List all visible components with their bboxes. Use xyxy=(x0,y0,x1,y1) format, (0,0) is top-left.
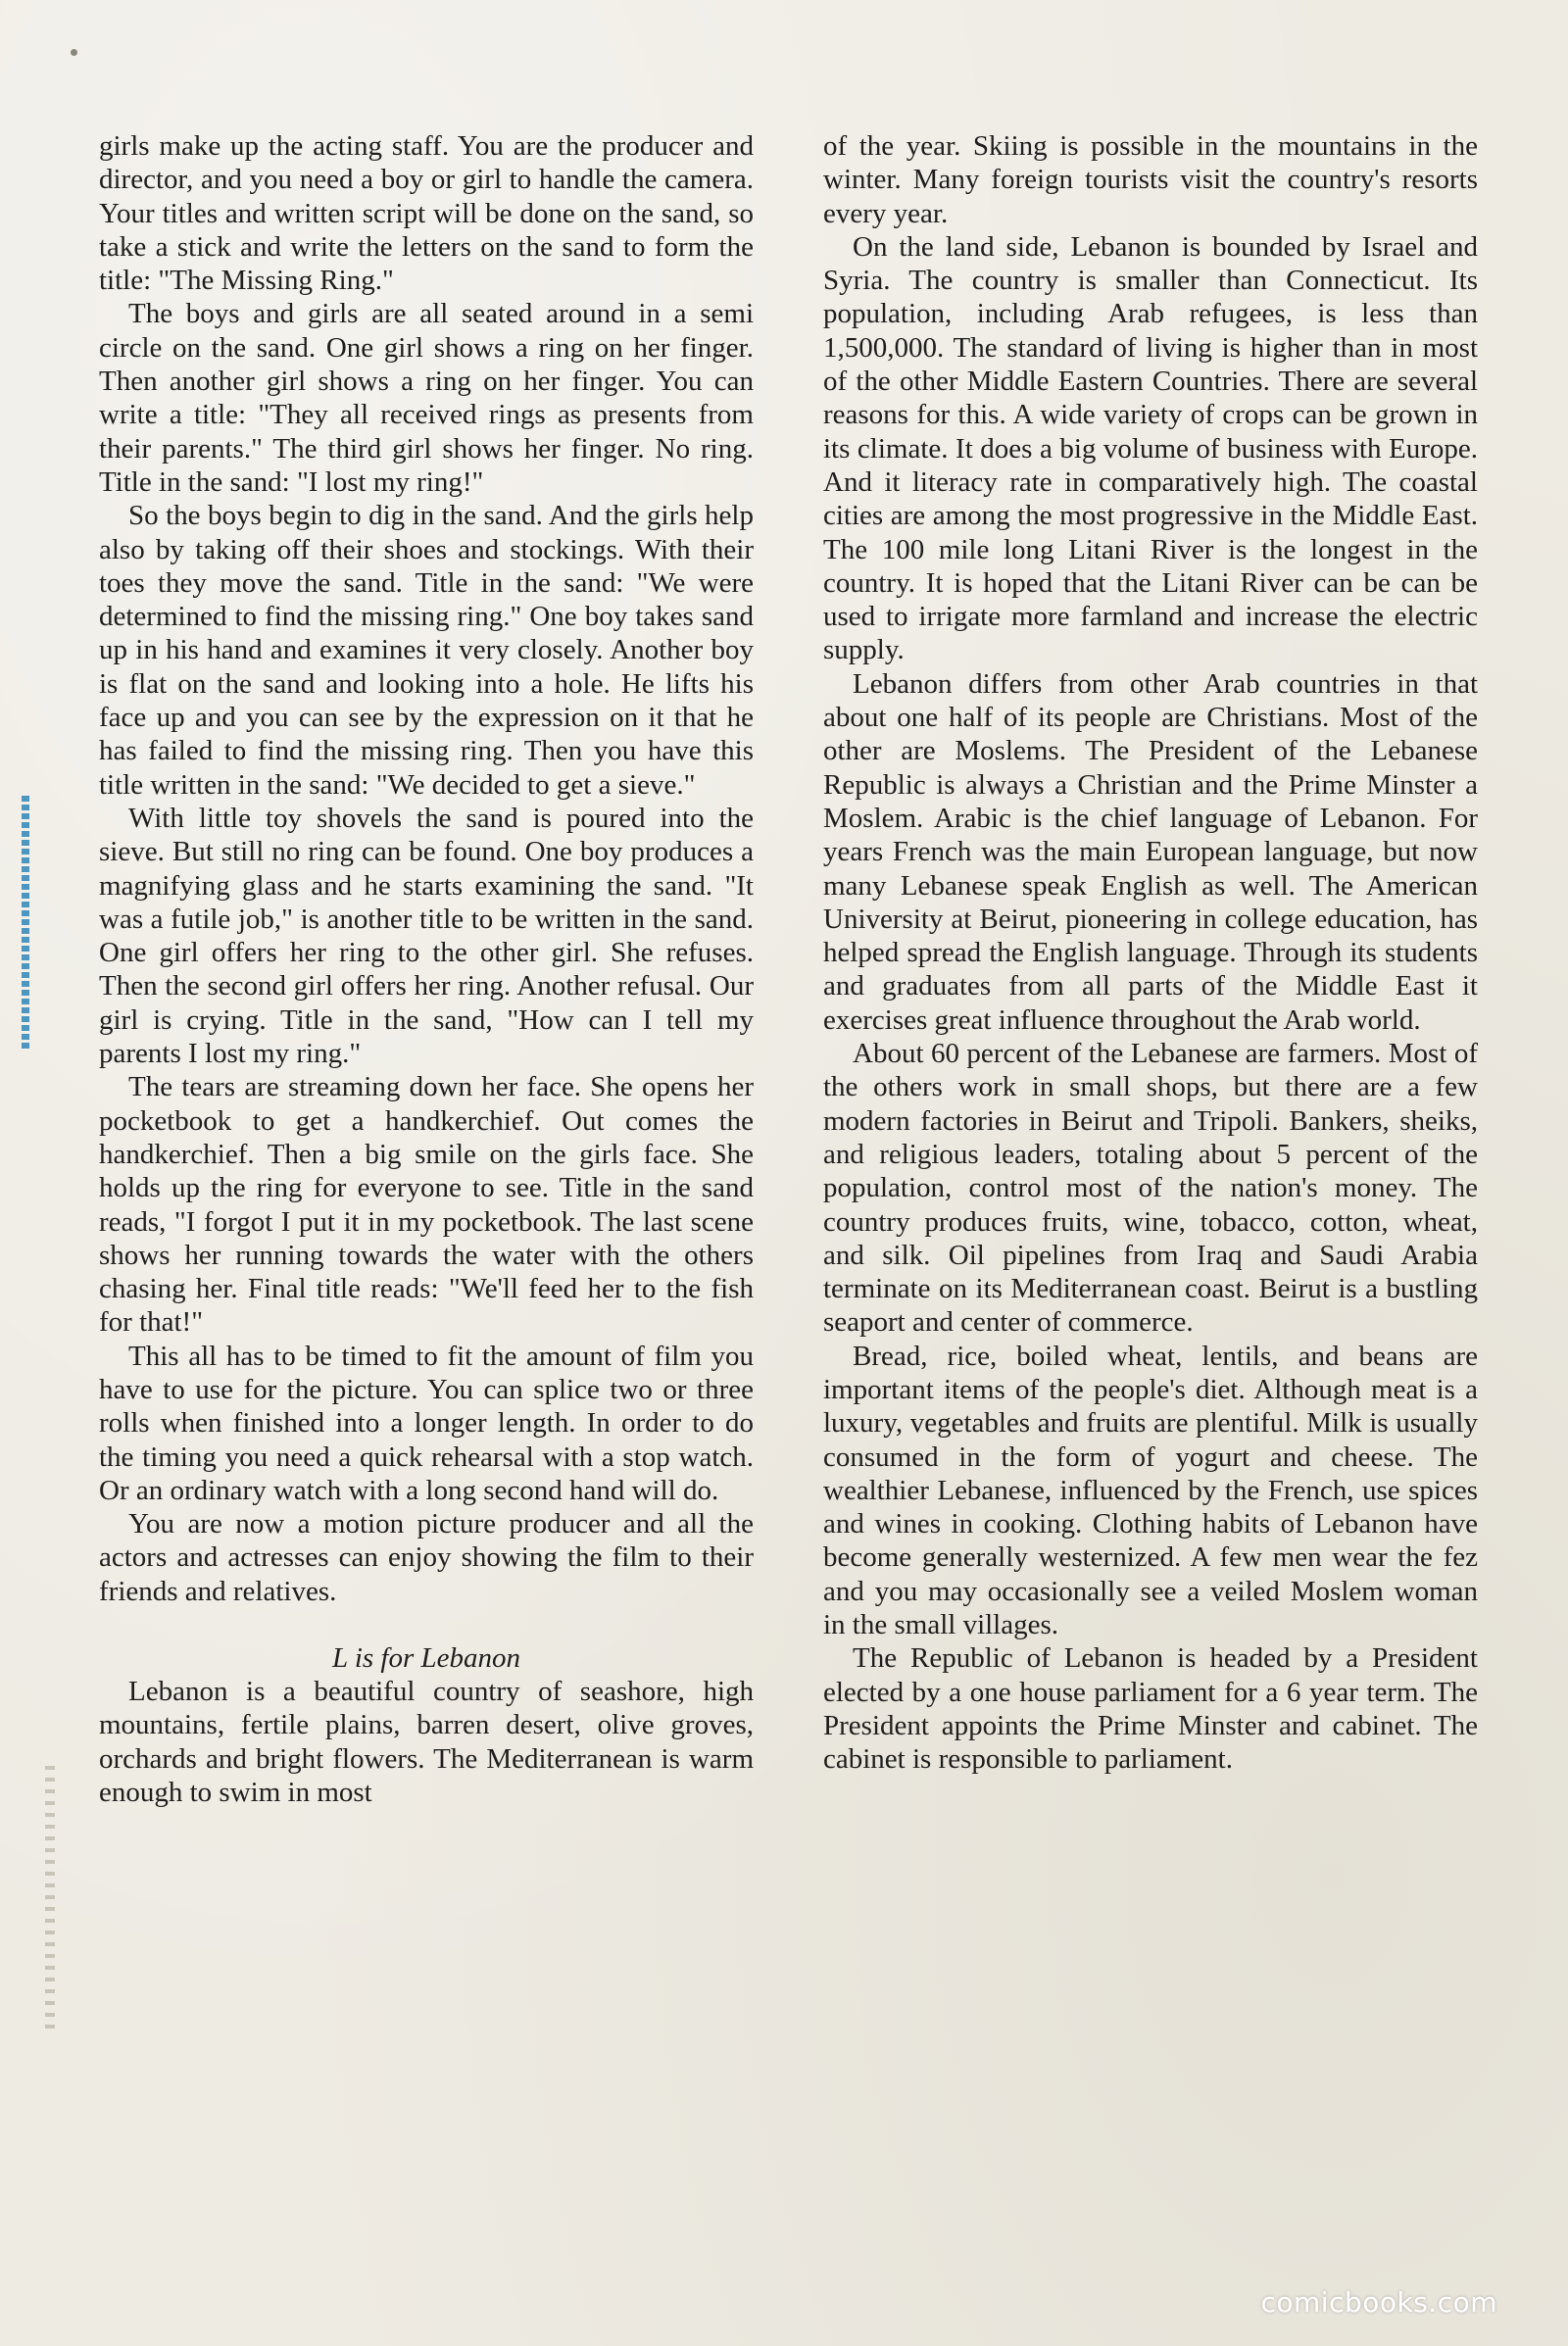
paragraph: About 60 percent of the Lebanese are farmers. Most of the others work in small shops, but there are a few modern factories in Beirut and Tripoli. Bankers, sheiks, and religious leaders, totaling about 5 percent of the population, control most of the nation's money. The country produces fruits, wine, tobacco, cotton, wheat, and silk. Oil pipelines from Iraq and Saudi Arabia terminate on its Mediterranean coast. Beirut is a bustling seaport and center of commerce. xyxy=(823,1038,1478,1339)
paragraph: Lebanon differs from other Arab countries in that about one half of its people are Christians. Most of the other are Moslems. The President of the Lebanese Republic is always a Christian and the Prime Minster a Moslem. Arabic is the chief language of Lebanon. For years French was the main European language, but now many Lebanese speak English as well. The American University at Beirut, pioneering in college education, has helped spread the English language. Through its students and graduates from all parts of the Middle East it exercises great influence throughout the Arab world. xyxy=(823,667,1478,1036)
right-column xyxy=(823,129,1478,1777)
edge-tick-marks xyxy=(45,1766,55,2030)
paragraph: girls make up the acting staff. You are the producer and director, and you need a boy or girl to handle the camera. Your titles and written script will be done on the sand, so take a stick and write the letters on the sand to form the title: "The Missing Ring." xyxy=(99,130,754,297)
paragraph: of the year. Skiing is possible in the mountains in the winter. Many foreign tourists visit the country's resorts every year. xyxy=(823,130,1478,229)
paragraph: Bread, rice, boiled wheat, lentils, and beans are important items of the people's diet. Although meat is a luxury, vegetables and fruits are plentiful. Milk is usually consumed in the form of yogurt and cheese. The wealthier Lebanese, influenced by the French, use spices and wines in cooking. Clothing habits of Lebanon have become generally westernized. A few men wear the fez and you may occasionally see a veiled Moslem woman in the small villages. xyxy=(823,1340,1478,1641)
paragraph: The tears are streaming down her face. She opens her pocketbook to get a handkerchief. Out comes the handkerchief. Then a big smile on the girls face. She holds up the ring for everyone to see. Title in the sand reads, "I forgot I put it in my pocketbook. The last scene shows her running towards the water with the others chasing her. Final title reads: "We'll feed her to the fish for that!" xyxy=(99,1071,754,1339)
print-speck xyxy=(71,49,77,56)
left-column xyxy=(99,129,754,1809)
paragraph: On the land side, Lebanon is bounded by Israel and Syria. The country is smaller than Connecticut. Its population, including Arab refugees, is less than 1,500,000. The standard of living is higher than in most of the other Middle Eastern Countries. There are several reasons for this. A wide variety of crops can be grown in its climate. It does a big volume of business with Europe. And it literacy rate in comparatively high. The coastal cities are among the most progressive in the Middle East. The 100 mile long Litani River is the longest in the country. It is hoped that the Litani River can be can be used to irrigate more farmland and increase the electric supply. xyxy=(823,230,1478,666)
paragraph: This all has to be timed to fit the amount of film you have to use for the picture. You can splice two or three rolls when finished into a longer length. In order to do the timing you need a quick rehearsal with a stop watch. Or an ordinary watch with a long second hand will do. xyxy=(99,1340,754,1506)
paragraph: With little toy shovels the sand is poured into the sieve. But still no ring can be found. One boy produces a magnifying glass and he starts examining the sand. "It was a futile job," is another title to be written in the sand. One girl offers her ring to the other girl. She refuses. Then the second girl offers her ring. Another refusal. Our girl is crying. Title in the sand, "How can I tell my parents I lost my ring." xyxy=(99,802,754,1070)
paragraph: The boys and girls are all seated around in a semi circle on the sand. One girl shows a ring on her finger. Then another girl shows a ring on her finger. You can write a title: "They all received rings as presents from their parents." The third girl shows her finger. No ring. Title in the sand: "I lost my ring!" xyxy=(99,298,754,498)
paragraph: You are now a motion picture producer and all the actors and actresses can enjoy showing the film to their friends and relatives. xyxy=(99,1508,754,1607)
paragraph: Lebanon is a beautiful country of seashore, high mountains, fertile plains, barren desert, olive groves, orchards and bright flowers. The Mediterranean is warm enough to swim in most xyxy=(99,1676,754,1808)
paragraph: The Republic of Lebanon is headed by a President elected by a one house parliament for a 6 year term. The President appoints the Prime Minster and cabinet. The cabinet is responsible to parliament. xyxy=(823,1642,1478,1776)
watermark: comicbooks.com xyxy=(1260,2286,1497,2319)
color-registration-marks xyxy=(22,796,29,1051)
paragraph: So the boys begin to dig in the sand. And the girls help also by taking off their shoes and stockings. With their toes they move the sand. Title in the sand: "We were determined to find the missing ring." One boy takes sand up in his hand and examines it very closely. Another boy is flat on the sand and looking into a hole. He lifts his face up and you can see by the expression on it that he has failed to find the missing ring. Then you have this title written in the sand: "We decided to get a sieve." xyxy=(99,500,754,801)
section-heading: L is for Lebanon xyxy=(331,1642,521,1675)
